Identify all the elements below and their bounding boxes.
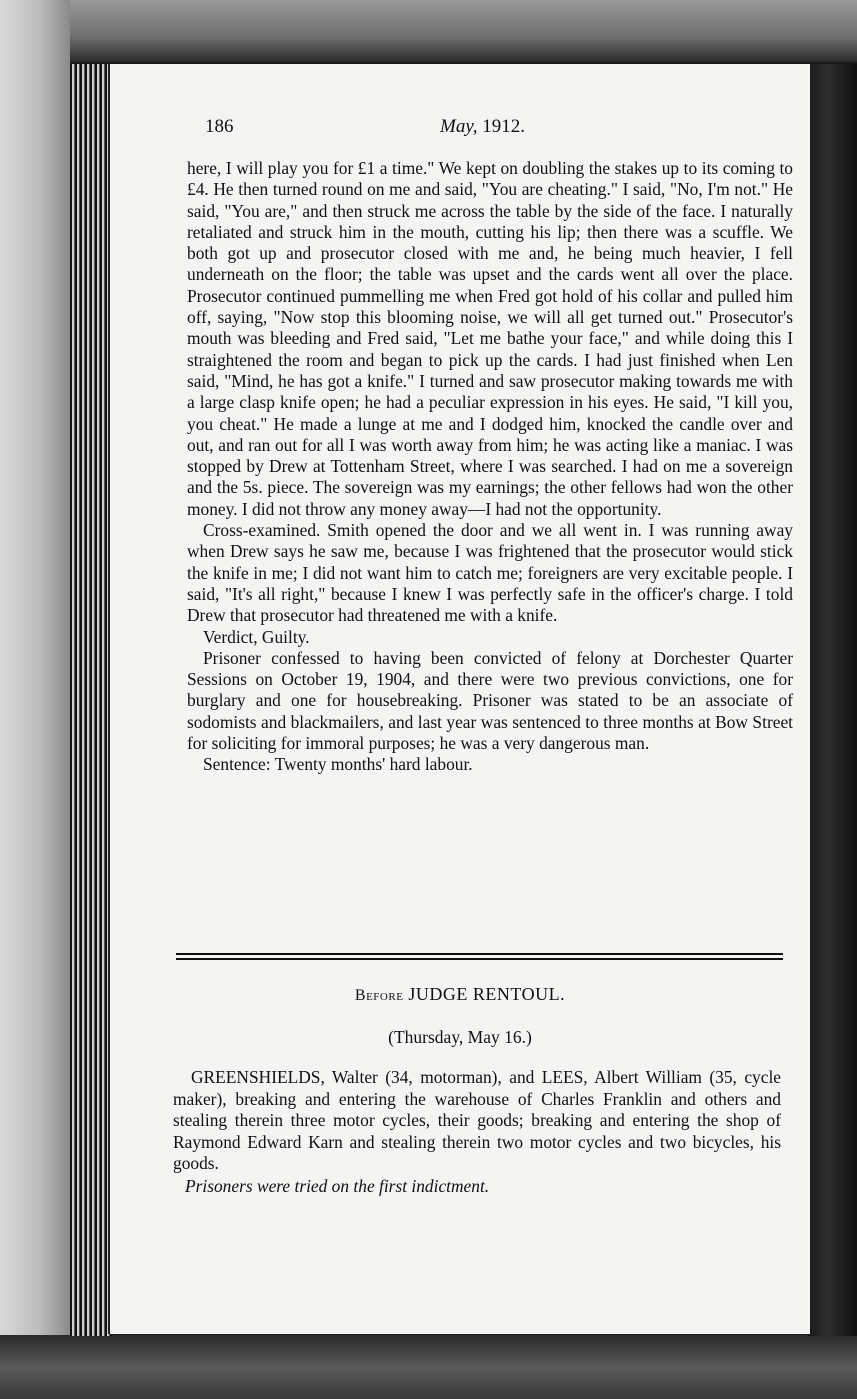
verdict-paragraph: Verdict, Guilty. [203,626,310,647]
book-right-edge [808,64,857,1336]
case-entry [173,1067,781,1197]
sentence-paragraph: Sentence: Twenty months' hard labour. [203,754,473,775]
section-divider-rule-double [176,958,783,960]
hearing-date: (Thursday, May 16.) [388,1027,532,1047]
prior-convictions-paragraph: Prisoner confessed to having been convicted of felony at Dorchester Quarter Sessions on October 19, 1904, and there were two previous convictions, one for burglary and one for housebreaking. Prisoner was stated to be an associate of sodomists and blackmailers, and last year was sentenced to three months at Bow Street for soliciting for immoral purposes; he was a very dangerous man. [187,647,793,754]
page-header [205,116,645,146]
case-note: Prisoners were tried on the first indictment. [185,1175,490,1196]
scan-left-background [0,0,70,1399]
running-head-year: 1912. [482,116,525,137]
section-heading-judge: JUDGE RENTOUL. [408,984,566,1004]
body-text [187,158,793,776]
scan-top-background [0,0,857,62]
section-heading [110,984,810,1005]
book-page-edges [70,64,112,1336]
scan-bottom-background [0,1335,857,1399]
case-charge-paragraph: GREENSHIELDS, Walter (34, motorman), and LEES, Albert William (35, cycle maker), breaking and entering the warehouse of Charles Franklin and others and stealing therein three motor cycles, their goods; breaking and entering the shop of Raymond Edward Karn and stealing therein two motor cycles and two bicycles, his goods. [173,1067,781,1173]
section-heading-prefix: Before [354,987,404,1004]
book-page [108,64,810,1334]
page-number: 186 [205,116,234,137]
running-head [440,116,525,138]
running-head-month: May, [440,116,478,137]
testimony-paragraph: here, I will play you for £1 a time." We kept on doubling the stakes up to its coming to £4. He then turned round on me and said, "You are cheating." I said, "No, I'm not." He said, "You are," and then struck me across the table by the side of the face. I naturally retaliated and struck him in the mouth, cutting his lip; then there was a scuffle. We both got up and prosecutor closed with me and, he being much heavier, I fell underneath on the floor; the table was upset and the cards went all over the place. Prosecutor continued pummelling me when Fred got hold of his collar and pulled him off, saying, "Now stop this blooming noise, we will all get turned out." Prosecutor's mouth was bleeding and Fred said, "Let me bathe your face," and while doing this I straightened the room and began to pick up the cards. I had just finished when Len said, "Mind, he has got a knife." I turned and saw prosecutor making towards me with a large clasp knife open; he had a peculiar expression in his eyes. He said, "I kill you, you cheat." He made a lunge at me and I dodged him, knocked the candle over and out, and ran out for all I was worth away from him; he was acting like a maniac. I was stopped by Drew at Tottenham Street, where I was searched. I had on me a sovereign and the 5s. piece. The sovereign was my earnings; the other fellows had won the other money. I did not throw any money away—I had not the opportunity. [187,158,793,519]
cross-examination-paragraph: Cross-examined. Smith opened the door and we all went in. I was running away when Drew says he saw me, because I was frightened that the prosecutor would stick the knife in me; I did not want him to catch me; foreigners are very excitable people. I said, "It's all right," because I knew I was perfectly safe in the officer's charge. I told Drew that prosecutor had threatened me with a knife. [187,520,793,626]
section-divider-rule [176,953,783,955]
